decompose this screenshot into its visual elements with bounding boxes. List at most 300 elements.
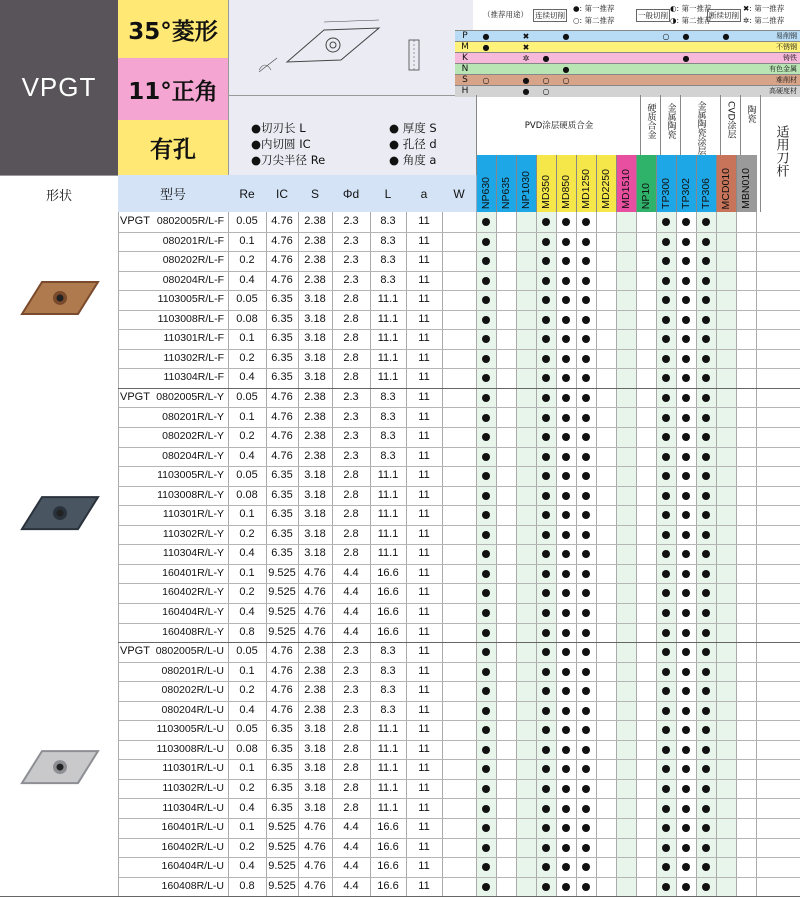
recommend-dot xyxy=(582,863,590,871)
recommend-dot xyxy=(562,277,570,285)
grade-label: MD850 xyxy=(560,175,572,209)
recommend-dot xyxy=(582,609,590,617)
grade-label: MD1250 xyxy=(580,169,592,209)
recommend-dot xyxy=(702,863,710,871)
legend-second-b: ◑: 第二推荐 xyxy=(670,16,712,25)
cell-s: 2.38 xyxy=(304,664,326,677)
cell-a: 11 xyxy=(418,625,430,638)
legend-interrupted: 断续切削 xyxy=(709,11,739,20)
grade-group-cvd-label: CVD涂层 xyxy=(725,101,736,139)
recommend-dot xyxy=(582,238,590,246)
cell-phid: 2.8 xyxy=(343,801,359,814)
cell-phid: 2.8 xyxy=(343,762,359,775)
recommend-dot xyxy=(702,218,710,226)
cell-a: 11 xyxy=(418,371,430,384)
grade-group-coated-cermet-label: 金属陶瓷涂层 xyxy=(695,101,706,155)
recommend-dot xyxy=(662,883,670,891)
cell-l: 16.6 xyxy=(377,821,399,834)
recommend-dot xyxy=(702,824,710,832)
recommend-dot xyxy=(682,844,690,852)
cell-re: 0.2 xyxy=(239,351,255,364)
recommend-dot xyxy=(562,707,570,715)
cell-l: 11.1 xyxy=(377,508,399,521)
cell-l: 11.1 xyxy=(377,488,399,501)
grade-col-np10 xyxy=(636,155,657,212)
recommend-dot xyxy=(562,609,570,617)
recommend-dot xyxy=(482,668,490,676)
cell-phid: 4.4 xyxy=(343,840,359,853)
cell-phid: 2.3 xyxy=(343,449,359,462)
recommend-dot xyxy=(582,746,590,754)
recommend-dot xyxy=(682,238,690,246)
recommend-dot xyxy=(662,785,670,793)
model-code: 160401R/L-Y xyxy=(162,566,224,579)
recommend-dot xyxy=(562,726,570,734)
material-mark: ● xyxy=(542,54,550,63)
cell-s: 3.18 xyxy=(304,351,326,364)
recommend-dot xyxy=(542,648,550,656)
recommend-dot xyxy=(582,629,590,637)
grade-label: MD350 xyxy=(540,175,552,209)
recommend-dot xyxy=(682,277,690,285)
cell-phid: 2.8 xyxy=(343,527,359,540)
material-mark: ● xyxy=(722,32,730,41)
cell-re: 0.1 xyxy=(239,566,255,579)
recommend-dot xyxy=(662,648,670,656)
recommend-dot xyxy=(482,296,490,304)
recommend-dot xyxy=(702,531,710,539)
recommend-dot xyxy=(702,589,710,597)
recommend-dot xyxy=(562,550,570,558)
grade-group-pvd-label: PVD涂层硬质合金 xyxy=(524,121,594,131)
cell-s: 4.76 xyxy=(304,606,326,618)
cell-ic: 9.525 xyxy=(268,606,296,618)
recommend-dot xyxy=(482,550,490,558)
cell-s: 2.38 xyxy=(304,703,326,716)
cell-a: 11 xyxy=(418,645,430,658)
recommend-dot xyxy=(482,492,490,500)
recommend-dot xyxy=(702,492,710,500)
grade-label: NP635 xyxy=(500,176,512,209)
legend-light: 一般切削 xyxy=(638,11,668,20)
cell-ic: 6.35 xyxy=(271,469,293,482)
grade-col-np630 xyxy=(476,155,497,212)
cell-a: 11 xyxy=(418,606,430,618)
material-mark: ● xyxy=(522,76,530,85)
model-code: 080202R/L-Y xyxy=(162,430,224,443)
recommend-dot xyxy=(562,824,570,832)
material-mark: ● xyxy=(482,43,490,52)
cell-ic: 4.76 xyxy=(271,684,293,697)
cell-l: 11.1 xyxy=(377,547,399,560)
recommend-dot xyxy=(682,433,690,441)
recommend-dot xyxy=(542,296,550,304)
cell-s: 3.18 xyxy=(304,547,326,560)
prop-d: ● 孔径 d xyxy=(389,137,437,151)
recommend-dot xyxy=(662,668,670,676)
recommend-dot xyxy=(542,374,550,382)
recommend-dot xyxy=(542,726,550,734)
prop-a: ● 角度 a xyxy=(389,153,437,167)
cell-l: 16.6 xyxy=(377,606,399,618)
recommend-dot xyxy=(482,374,490,382)
grade-group-cermet-label: 金属陶瓷 xyxy=(665,103,676,139)
recommend-dot xyxy=(562,765,570,773)
recommend-dot xyxy=(582,277,590,285)
cell-l: 11.1 xyxy=(377,762,399,775)
recommend-dot xyxy=(662,414,670,422)
recommend-dot xyxy=(482,238,490,246)
cell-a: 11 xyxy=(418,527,430,540)
table-row xyxy=(0,232,800,253)
cell-re: 0.05 xyxy=(236,293,258,306)
cell-l: 11.1 xyxy=(377,312,399,325)
model-code: 110301R/L-F xyxy=(163,332,224,345)
insert-photo-icon xyxy=(0,388,118,642)
recommend-dot xyxy=(482,824,490,832)
recommend-dot xyxy=(562,570,570,578)
cell-s: 3.18 xyxy=(304,469,326,482)
cell-phid: 2.8 xyxy=(343,332,359,345)
recommend-dot xyxy=(662,511,670,519)
cell-s: 4.76 xyxy=(304,625,326,638)
recommend-dot xyxy=(662,589,670,597)
recommend-dot xyxy=(542,687,550,695)
model-code: 080202R/L-U xyxy=(161,684,224,697)
cell-re: 0.8 xyxy=(239,879,255,892)
recommend-dot xyxy=(582,511,590,519)
cell-s: 3.18 xyxy=(304,742,326,755)
grade-col-tp300 xyxy=(656,155,677,212)
recommend-dot xyxy=(582,296,590,304)
recommend-dot xyxy=(542,472,550,480)
cell-re: 0.2 xyxy=(239,527,255,540)
table-row xyxy=(0,779,800,800)
cell-a: 11 xyxy=(418,273,430,286)
recommend-dot xyxy=(482,609,490,617)
model-code: 1103008R/L-Y xyxy=(157,488,224,501)
cell-l: 16.6 xyxy=(377,566,399,579)
recommend-dot xyxy=(662,726,670,734)
cell-s: 2.38 xyxy=(304,215,326,227)
cell-a: 11 xyxy=(418,879,430,892)
model-code: 160402R/L-U xyxy=(161,840,224,853)
cell-phid: 2.8 xyxy=(343,508,359,521)
grade-col-mbn010 xyxy=(736,155,757,212)
recommend-dot xyxy=(702,394,710,402)
model-code: 1103008R/L-F xyxy=(157,312,224,325)
recommend-dot xyxy=(702,785,710,793)
recommend-dot xyxy=(682,746,690,754)
grade-label: TP302 xyxy=(680,178,692,209)
recommend-dot xyxy=(662,257,670,265)
recommend-dot xyxy=(482,863,490,871)
recommend-dot xyxy=(682,550,690,558)
cell-s: 2.38 xyxy=(304,273,326,286)
recommend-dot xyxy=(662,531,670,539)
cell-ic: 9.525 xyxy=(268,860,296,873)
material-code: N xyxy=(461,64,469,74)
cell-ic: 4.76 xyxy=(271,215,293,227)
group-separator xyxy=(0,388,800,389)
table-row xyxy=(0,662,800,683)
cell-re: 0.08 xyxy=(236,488,258,501)
usage-legend xyxy=(473,0,800,30)
model-code: 110301R/L-U xyxy=(162,762,224,775)
recommend-dot xyxy=(702,296,710,304)
cell-phid: 4.4 xyxy=(343,625,359,638)
series-title: VPGT xyxy=(0,0,118,175)
grade-col-md1510 xyxy=(616,155,637,212)
legend-second: ○: 第二推荐 xyxy=(573,16,615,25)
material-mark: ○ xyxy=(542,87,550,96)
recommend-dot xyxy=(542,531,550,539)
recommend-dot xyxy=(562,453,570,461)
cell-ic: 6.35 xyxy=(271,488,293,501)
table-row xyxy=(0,623,800,644)
recommend-dot xyxy=(582,374,590,382)
table-row xyxy=(0,447,800,468)
table-row xyxy=(0,564,800,585)
recommend-dot xyxy=(582,707,590,715)
recommend-dot xyxy=(482,531,490,539)
recommend-dot xyxy=(582,668,590,676)
cell-s: 2.38 xyxy=(304,430,326,443)
recommend-dot xyxy=(702,765,710,773)
insert-photo-icon xyxy=(0,642,118,896)
recommend-dot xyxy=(542,433,550,441)
cell-a: 11 xyxy=(418,703,430,716)
recommend-dot xyxy=(662,570,670,578)
recommend-dot xyxy=(662,453,670,461)
recommend-dot xyxy=(562,414,570,422)
recommend-dot xyxy=(702,472,710,480)
model-code: 110304R/L-Y xyxy=(162,547,224,560)
cell-ic: 6.35 xyxy=(271,508,293,521)
col-l: L xyxy=(370,175,407,212)
cell-l: 16.6 xyxy=(377,860,399,873)
cell-ic: 9.525 xyxy=(268,879,296,892)
cell-phid: 2.8 xyxy=(343,742,359,755)
recommend-dot xyxy=(682,257,690,265)
recommend-dot xyxy=(482,805,490,813)
prop-s: ● 厚度 S xyxy=(389,121,437,135)
material-mark: ● xyxy=(562,65,570,74)
cell-l: 8.3 xyxy=(380,215,396,227)
recommend-dot xyxy=(682,296,690,304)
cell-phid: 2.8 xyxy=(343,488,359,501)
recommend-dot xyxy=(662,316,670,324)
cell-ic: 6.35 xyxy=(271,527,293,540)
cell-re: 0.1 xyxy=(239,410,255,423)
recommend-dot xyxy=(562,257,570,265)
recommend-dot xyxy=(582,844,590,852)
cell-ic: 6.35 xyxy=(271,801,293,814)
model-code: 080201R/L-Y xyxy=(162,410,224,423)
cell-a: 11 xyxy=(418,547,430,560)
cell-a: 11 xyxy=(418,664,430,677)
cell-s: 4.76 xyxy=(304,879,326,892)
recommend-dot xyxy=(682,883,690,891)
recommend-dot xyxy=(582,765,590,773)
cell-l: 8.3 xyxy=(380,430,396,443)
cell-ic: 6.35 xyxy=(271,312,293,325)
insert-photo-icon xyxy=(0,212,118,388)
table-row xyxy=(0,603,800,624)
model-code: 160408R/L-U xyxy=(161,879,224,892)
cell-l: 8.3 xyxy=(380,645,396,658)
cell-phid: 2.8 xyxy=(343,351,359,364)
cell-ic: 4.76 xyxy=(271,234,293,247)
recommend-dot xyxy=(582,824,590,832)
cell-l: 11.1 xyxy=(377,293,399,306)
col-phid: Φd xyxy=(332,175,371,212)
property-legend xyxy=(228,95,477,176)
cell-a: 11 xyxy=(418,488,430,501)
recommend-dot xyxy=(682,589,690,597)
recommend-dot xyxy=(582,492,590,500)
recommend-dot xyxy=(482,707,490,715)
recommend-dot xyxy=(582,550,590,558)
grade-group-holder xyxy=(760,95,800,212)
recommend-dot xyxy=(562,629,570,637)
recommend-dot xyxy=(562,883,570,891)
table-row xyxy=(0,818,800,839)
cell-re: 0.2 xyxy=(239,840,255,853)
cell-phid: 4.4 xyxy=(343,860,359,873)
model-prefix: VPGT xyxy=(120,390,150,403)
material-mark: ● xyxy=(562,32,570,41)
cell-re: 0.4 xyxy=(239,606,255,618)
recommend-dot xyxy=(662,805,670,813)
cell-phid: 2.8 xyxy=(343,371,359,384)
angle-label: 35°菱形 xyxy=(118,0,228,58)
insert-image xyxy=(0,388,118,642)
material-name: 有色金属 xyxy=(769,65,797,73)
recommend-dot xyxy=(562,335,570,343)
recommend-dot xyxy=(542,844,550,852)
col-ic: IC xyxy=(266,175,299,212)
recommend-dot xyxy=(482,746,490,754)
cell-l: 8.3 xyxy=(380,703,396,716)
cell-re: 0.4 xyxy=(239,547,255,560)
cell-ic: 6.35 xyxy=(271,547,293,560)
table-row xyxy=(0,525,800,546)
recommend-dot xyxy=(682,335,690,343)
recommend-dot xyxy=(682,707,690,715)
recommend-dot xyxy=(542,453,550,461)
recommend-dot xyxy=(562,472,570,480)
cell-ic: 6.35 xyxy=(271,762,293,775)
material-mark: ● xyxy=(522,87,530,96)
cell-re: 0.05 xyxy=(236,645,258,658)
recommend-dot xyxy=(682,687,690,695)
recommend-dot xyxy=(662,394,670,402)
recommend-dot xyxy=(662,844,670,852)
cell-s: 2.38 xyxy=(304,684,326,697)
recommend-dot xyxy=(582,394,590,402)
cell-ic: 4.76 xyxy=(271,703,293,716)
cell-phid: 2.3 xyxy=(343,664,359,677)
cell-a: 11 xyxy=(418,254,430,267)
recommend-dot xyxy=(542,824,550,832)
material-mark: ● xyxy=(482,32,490,41)
legend-second-c: ✲: 第二推荐 xyxy=(743,16,785,25)
recommend-dot xyxy=(542,609,550,617)
recommend-dot xyxy=(682,492,690,500)
cell-l: 11.1 xyxy=(377,801,399,814)
cell-a: 11 xyxy=(418,821,430,834)
cell-a: 11 xyxy=(418,566,430,579)
cell-a: 11 xyxy=(418,351,430,364)
model-code: 1103008R/L-U xyxy=(156,742,224,755)
cell-ic: 6.35 xyxy=(271,781,293,794)
recommend-dot xyxy=(542,570,550,578)
cell-a: 11 xyxy=(418,469,430,482)
cell-s: 4.76 xyxy=(304,586,326,599)
recommend-dot xyxy=(482,277,490,285)
recommend-dot xyxy=(582,453,590,461)
cell-re: 0.05 xyxy=(236,469,258,482)
recommend-dot xyxy=(542,414,550,422)
recommend-dot xyxy=(542,883,550,891)
table-row xyxy=(0,877,800,898)
cell-re: 0.1 xyxy=(239,332,255,345)
recommend-dot xyxy=(702,746,710,754)
cell-l: 11.1 xyxy=(377,527,399,540)
recommend-dot xyxy=(562,785,570,793)
recommend-dot xyxy=(542,218,550,226)
recommend-dot xyxy=(682,414,690,422)
recommend-dot xyxy=(582,433,590,441)
recommend-dot xyxy=(682,785,690,793)
recommend-dot xyxy=(682,355,690,363)
model-code: 1103005R/L-U xyxy=(156,723,224,736)
recommend-dot xyxy=(702,629,710,637)
recommend-dot xyxy=(682,726,690,734)
recommend-dot xyxy=(562,589,570,597)
recommend-dot xyxy=(482,316,490,324)
cell-phid: 2.3 xyxy=(343,273,359,286)
recommend-dot xyxy=(582,531,590,539)
cell-a: 11 xyxy=(418,449,430,462)
recommend-dot xyxy=(562,531,570,539)
cell-l: 16.6 xyxy=(377,879,399,892)
model-code: 1103005R/L-Y xyxy=(157,469,224,482)
recommend-dot xyxy=(542,316,550,324)
recommend-dot xyxy=(482,453,490,461)
cell-re: 0.2 xyxy=(239,430,255,443)
recommend-dot xyxy=(682,316,690,324)
model-code: 110302R/L-Y xyxy=(162,527,224,540)
cell-re: 0.2 xyxy=(239,254,255,267)
table-row xyxy=(0,212,800,233)
recommend-dot xyxy=(582,805,590,813)
recommend-dot xyxy=(582,414,590,422)
recommend-dot xyxy=(702,414,710,422)
cell-phid: 2.3 xyxy=(343,390,359,403)
cell-phid: 2.3 xyxy=(343,703,359,716)
material-mark: ✲ xyxy=(522,54,530,63)
col-re: Re xyxy=(228,175,267,212)
recommend-dot xyxy=(662,218,670,226)
recommend-dot xyxy=(482,414,490,422)
model-prefix: VPGT xyxy=(120,215,150,227)
recommend-dot xyxy=(582,883,590,891)
model-code: 080201R/L-U xyxy=(161,664,224,677)
recommend-dot xyxy=(482,570,490,578)
cell-a: 11 xyxy=(418,742,430,755)
